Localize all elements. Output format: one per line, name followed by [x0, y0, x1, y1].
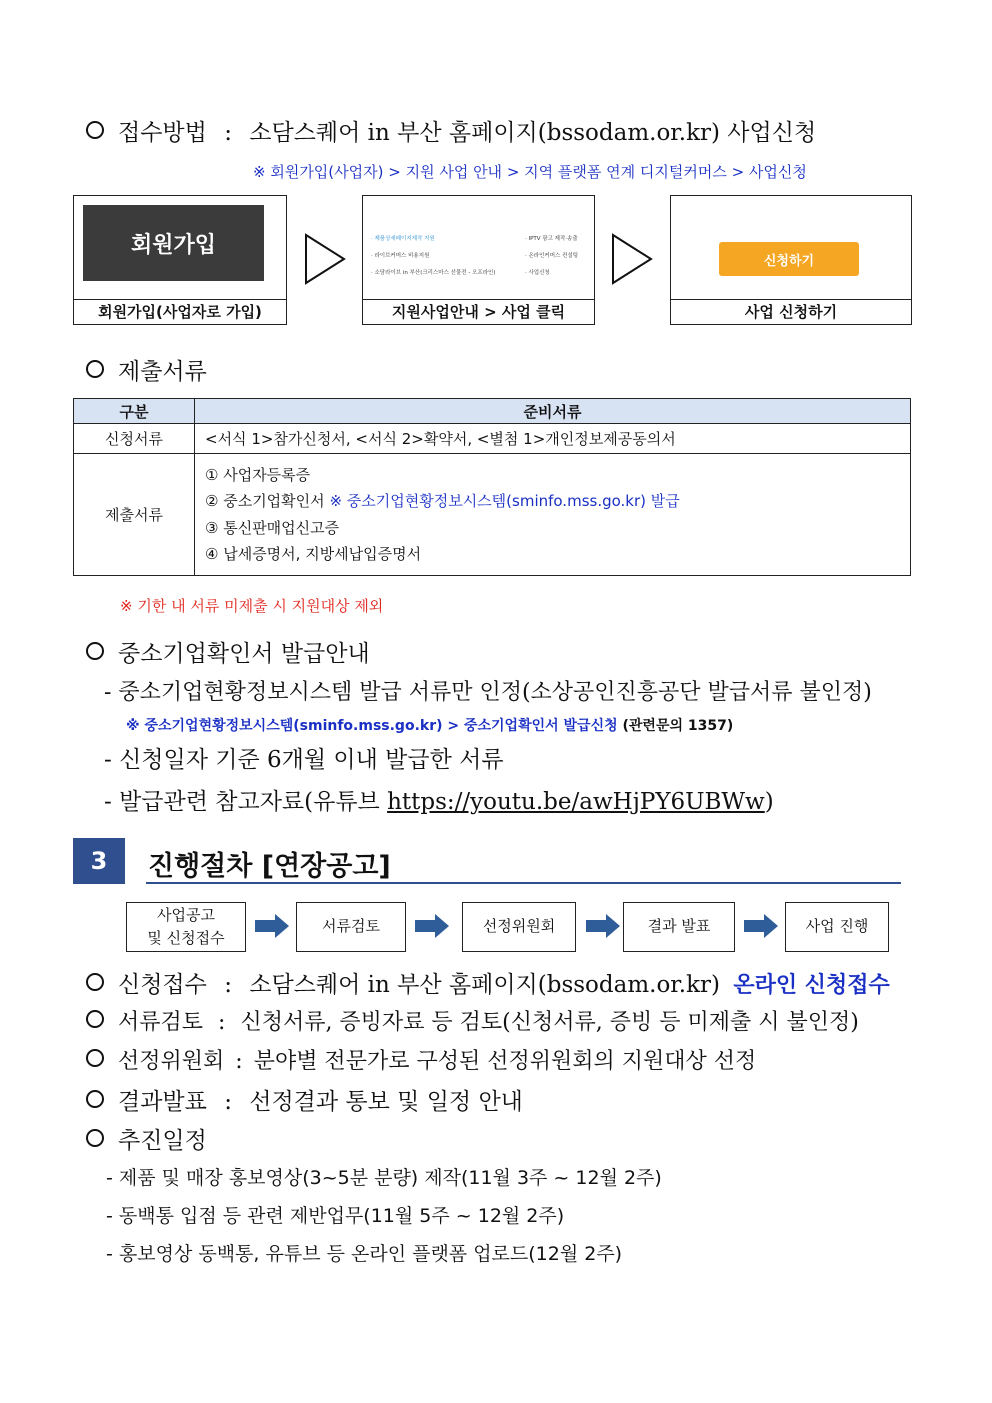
flow-step-run: [785, 902, 889, 952]
process-item-apply: [86, 966, 890, 999]
section-number-badge: [73, 838, 125, 884]
row2-item: ① 사업자등록증: [205, 465, 311, 484]
docs-warning: ※ 기한 내 서류 미제출 시 지원대상 제외: [120, 597, 384, 615]
flow-step-label: 사업 진행: [805, 917, 869, 936]
program-image: [367, 228, 589, 288]
row2-label: 제출서류: [74, 454, 195, 576]
program-item: · IPTV 광고 제작·송출: [525, 236, 578, 242]
flow-step-result: [623, 902, 735, 952]
row1-text: <서식 1>참가신청서, <서식 2>확약서, <별첨 1>개인정보제공동의서: [195, 424, 911, 454]
process-item-committee: [86, 1044, 756, 1075]
schedule-item: - 동백통 입점 등 관련 제반업무(11월 5주 ~ 12월 2주): [106, 1205, 565, 1227]
apply-button-image: [719, 242, 859, 276]
section3-title: 진행절차 [연장공고]: [148, 851, 391, 882]
table-header-category: 구분: [74, 399, 195, 424]
arrow-right-icon: [415, 914, 449, 938]
flow-step-label: 결과 발표: [647, 917, 711, 936]
apply-path-note: ※ 회원가입(사업자) > 지원 사업 안내 > 지역 플랫폼 연계 디지털커머스 > 사업신청: [253, 163, 807, 181]
program-item: · 사업신청: [525, 270, 550, 276]
arrow-right-icon: [744, 914, 778, 938]
row2-item-note: ※ 중소기업현황정보시스템(sminfo.mss.go.kr) 발급: [329, 492, 680, 510]
process-text: 신청서류, 증빙자료 등 검토(신청서류, 증빙 등 미제출 시 불인정): [240, 1010, 859, 1035]
docs-title-line: [86, 353, 207, 386]
table-row: [74, 454, 911, 576]
cert-line1: - 중소기업현황정보시스템 발급 서류만 인정(소상공인진흥공단 발급서류 불인정): [104, 680, 872, 705]
section3-underline: [146, 882, 901, 884]
cert-title: 중소기업확인서 발급안내: [118, 641, 370, 667]
row2-item-with-note: [205, 488, 900, 515]
docs-title: 제출서류: [118, 359, 207, 385]
cert-title-line: [86, 635, 370, 668]
process-sep: :: [224, 1089, 232, 1115]
arrow-right-icon: [586, 914, 620, 938]
cert-line3-suffix: ): [764, 789, 774, 815]
circle-bullet-icon: [86, 973, 104, 991]
apply-method-text: 소담스퀘어 in 부산 홈페이지(bssodam.or.kr) 사업신청: [249, 120, 817, 146]
step-program: [362, 195, 595, 325]
circle-bullet-icon: [86, 1129, 104, 1147]
program-item: · 라이브커머스 비용지원: [371, 253, 430, 259]
process-item-schedule: [86, 1122, 207, 1155]
step-signup: [73, 195, 287, 325]
step-apply-caption: 사업 신청하기: [671, 299, 911, 324]
circle-bullet-icon: [86, 1090, 104, 1108]
process-text: 소담스퀘어 in 부산 홈페이지(bssodam.or.kr): [249, 972, 720, 998]
flow-step-label: 선정위원회: [482, 917, 556, 936]
apply-method-line: [86, 114, 816, 147]
signup-image: [83, 205, 264, 281]
circle-bullet-icon: [86, 642, 104, 660]
table-header-docs: 준비서류: [195, 399, 911, 424]
apply-method-sep: :: [224, 120, 232, 146]
flow-step-label: 사업공고 및 신청접수: [147, 905, 225, 947]
flow-step-committee: [462, 902, 576, 952]
cert-note-suffix: (관련문의 1357): [622, 718, 734, 734]
section-number: 3: [90, 847, 108, 875]
step-program-caption: 지원사업안내 > 사업 클릭: [363, 299, 594, 324]
circle-bullet-icon: [86, 1010, 104, 1028]
cert-line2: - 신청일자 기준 6개월 이내 발급한 서류: [104, 747, 504, 773]
row1-label: 신청서류: [74, 424, 195, 454]
process-sep: :: [218, 1010, 226, 1035]
youtube-link[interactable]: https://youtu.be/awHjPY6UBWw: [387, 789, 765, 815]
circle-bullet-icon: [86, 360, 104, 378]
row2-item: ④ 납세증명서, 지방세납입증명서: [205, 545, 422, 563]
table-header-row: [74, 399, 911, 424]
process-highlight: 온라인 신청접수: [733, 973, 890, 998]
documents-table: [73, 398, 911, 576]
cert-note-line: [126, 715, 733, 735]
circle-bullet-icon: [86, 121, 104, 139]
process-item-result: [86, 1083, 523, 1116]
program-item: · 소담라이브 in 부산(크리스마스 선물전 - 오프라인): [371, 270, 496, 276]
step-apply: [670, 195, 912, 325]
table-row: [74, 424, 911, 454]
row2-items: [195, 454, 911, 576]
schedule-item: - 홍보영상 동백통, 유튜브 등 온라인 플랫폼 업로드(12월 2주): [106, 1243, 623, 1265]
flow-step-label: 서류검토: [322, 917, 380, 936]
cert-note: ※ 중소기업현황정보시스템(sminfo.mss.go.kr) > 중소기업확인서 발급신청: [126, 718, 618, 734]
process-sep: :: [224, 972, 232, 998]
row2-item: ③ 통신판매업신고증: [205, 518, 340, 537]
process-text: 선정결과 통보 및 일정 안내: [249, 1089, 523, 1115]
flow-step-announce: [126, 902, 246, 952]
process-item-review: [86, 1005, 859, 1036]
triangle-arrow-icon: [304, 233, 346, 285]
schedule-item: - 제품 및 매장 홍보영상(3~5분 분량) 제작(11월 3주 ~ 12월 2주): [106, 1167, 662, 1189]
program-item: · 제품상세페이지제작 지원: [371, 236, 435, 242]
step-signup-caption: 회원가입(사업자로 가입): [74, 299, 286, 324]
process-text: 분야별 전문가로 구성된 선정위원회의 지원대상 선정: [253, 1049, 757, 1074]
signup-image-text: 회원가입: [130, 232, 216, 258]
row2-item: ② 중소기업확인서: [205, 492, 325, 510]
process-label: 결과발표: [118, 1089, 207, 1115]
process-label: 서류검토: [118, 1010, 204, 1035]
program-item: · 온라인커머스 컨설팅: [525, 253, 579, 259]
process-sep: :: [235, 1049, 243, 1074]
process-label: 신청접수: [118, 972, 207, 998]
apply-button-text: 신청하기: [763, 253, 815, 269]
triangle-arrow-icon: [611, 233, 653, 285]
process-label: 추진일정: [118, 1128, 207, 1154]
arrow-right-icon: [255, 914, 289, 938]
flow-step-review: [296, 902, 406, 952]
circle-bullet-icon: [86, 1049, 104, 1067]
cert-line3-prefix: - 발급관련 참고자료(유튜브: [104, 789, 388, 815]
cert-line3: [104, 783, 774, 816]
process-label: 선정위원회: [118, 1049, 225, 1074]
apply-method-label: 접수방법: [118, 120, 207, 146]
